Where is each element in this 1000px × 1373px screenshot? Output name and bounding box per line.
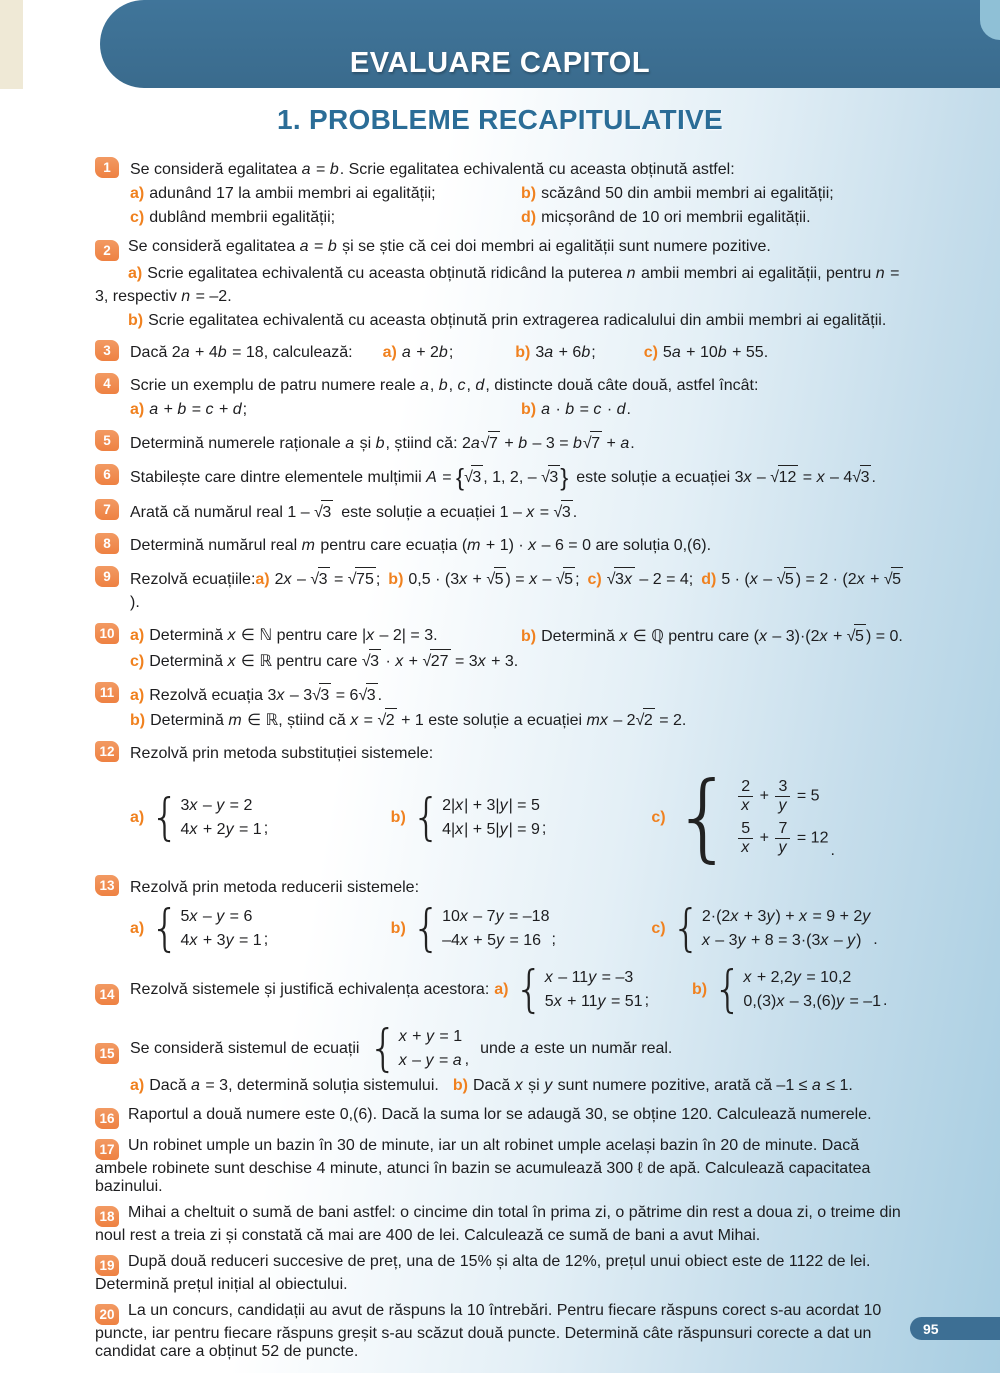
equation: x + 2,2y = 10,2 <box>743 969 852 987</box>
problem-line <box>95 309 912 332</box>
equation: $\frac{5}{x}$ + $\frac{7}{y}$ = 12 <box>736 820 828 856</box>
option-label: b) <box>521 185 537 202</box>
problem-line <box>130 374 912 397</box>
labeled-system <box>130 898 391 958</box>
option-label: a) <box>130 687 145 705</box>
problem-16 <box>95 1106 912 1129</box>
equation-system <box>713 959 888 1019</box>
system-brace: { <box>150 898 180 958</box>
equation: x – y = a <box>398 1052 462 1070</box>
system-equations <box>702 906 871 951</box>
option-row <box>130 182 912 205</box>
problem-line <box>95 262 912 308</box>
problem-content <box>130 430 912 456</box>
problem-text: Rezolvă prin metoda reducerii sistemele: <box>130 879 420 897</box>
system-punctuation: ; <box>263 931 269 949</box>
system-brace: { <box>713 959 743 1019</box>
option-label: a) <box>130 808 145 826</box>
option-row <box>130 206 912 229</box>
problem-content <box>130 533 912 558</box>
problem-text: Rezolvă sistemele și justifică echivalența acestora: <box>130 981 490 999</box>
problem-5 <box>95 430 912 456</box>
option-label: a) <box>130 627 145 645</box>
problem-text: dublând membrii egalității; <box>149 209 336 226</box>
problem-9 <box>95 566 912 615</box>
problem-text: a + b = c + d; <box>149 401 248 418</box>
problem-text: √3x – 2 = 4; <box>607 571 693 588</box>
equation: 3x – y = 2 <box>180 796 253 814</box>
option-label: b) <box>515 344 531 361</box>
problem-text: Stabilește care dintre elementele mulțimii A = {√3 , 1, 2, – √3} <box>130 464 569 492</box>
problem-17 <box>95 1137 912 1196</box>
problem-line <box>130 959 912 1019</box>
equation: 4x + 2y = 1 <box>180 820 262 838</box>
problem-line <box>130 1018 912 1078</box>
problem-10 <box>95 623 912 674</box>
option-label: b) <box>390 808 406 826</box>
system-punctuation: ; <box>644 992 650 1010</box>
option-label: a) <box>494 981 509 999</box>
problem-text: Dacă 2a + 4b = 18, calculează: <box>130 344 353 361</box>
problem-line <box>130 431 912 455</box>
equation: x – 3y + 8 = 3·(3x – y) <box>701 932 862 950</box>
problem-6 <box>95 464 912 491</box>
system-equations <box>442 795 540 840</box>
page-number-tab <box>910 1317 1000 1340</box>
problem-text: Determină numărul real m pentru care ecuația (m + 1) · x – 6 = 0 are soluția 0,(6). <box>130 537 712 555</box>
equation: 5x + 11y = 51 <box>544 993 643 1011</box>
problem-11 <box>95 682 912 733</box>
option <box>130 624 521 648</box>
problem-number-badge: 5 <box>95 430 119 451</box>
option-label: a) <box>382 344 397 361</box>
equation: 10x – 7y = –18 <box>442 908 550 926</box>
option-row <box>130 624 912 648</box>
problem-text: 2x – √3 = √75 ; <box>275 571 381 588</box>
problems-list <box>95 157 912 1369</box>
system-equations <box>181 906 262 951</box>
problem-line <box>130 1074 912 1097</box>
option-label: b) <box>130 712 146 730</box>
system-brace: { <box>368 1018 398 1078</box>
problem-line <box>130 341 912 364</box>
page-number: 95 <box>923 1320 939 1337</box>
option-label: a) <box>130 185 145 202</box>
option-label: d) <box>521 209 537 226</box>
problem-content <box>130 157 912 230</box>
problem-text: 3a + 6b; <box>535 344 596 361</box>
problem-text: scăzând 50 din ambii membri ai egalității; <box>541 185 834 202</box>
option-label: b) <box>128 312 144 329</box>
problem-text: Arată că numărul real 1 – √3 <box>130 504 333 521</box>
problem-line <box>130 534 912 557</box>
problem-number-badge: 9 <box>95 566 119 587</box>
option-label: c) <box>130 653 145 671</box>
option-label: c) <box>130 209 145 226</box>
equation-system <box>671 761 835 873</box>
problem-number-badge: 20 <box>95 1304 119 1325</box>
systems-row <box>130 898 912 958</box>
equation-system <box>671 898 878 958</box>
equation-system <box>411 898 556 958</box>
problem-8 <box>95 533 912 558</box>
problem-number-badge: 11 <box>95 682 119 703</box>
problem-2 <box>95 238 912 332</box>
system-brace: { <box>150 787 180 846</box>
option-label: c) <box>651 808 666 826</box>
equation-system <box>514 959 650 1019</box>
problem-text: este soluție a ecuației 1 – x = √3 . <box>341 504 577 521</box>
system-brace: { <box>671 898 701 958</box>
equation: 4x + 3y = 1 <box>180 932 262 950</box>
equation: 2·(2x + 3y) + x = 9 + 2y <box>701 908 871 926</box>
option-label: b) <box>692 981 708 999</box>
system-punctuation: ; <box>541 819 547 837</box>
problem-text: micșorând de 10 ori membrii egalității. <box>541 209 811 226</box>
system-punctuation: ; <box>263 819 269 837</box>
problem-number-badge: 18 <box>95 1206 119 1227</box>
option-label: a) <box>130 1077 145 1095</box>
problem-line <box>130 567 912 614</box>
system-punctuation: . <box>873 931 878 949</box>
problem-number-badge: 16 <box>95 1108 119 1129</box>
equation-system <box>368 1018 470 1078</box>
problem-content <box>130 875 912 956</box>
labeled-system <box>130 787 391 846</box>
problem-number-badge: 10 <box>95 623 119 644</box>
problem-text: Dacă x și y sunt numere pozitive, arată că –1 ≤ a ≤ 1. <box>472 1077 853 1095</box>
equation: 0,(3)x – 3,(6)y = –1 <box>743 993 882 1011</box>
equation: $\frac{2}{x}$ + $\frac{3}{y}$ = 5 <box>736 778 828 814</box>
problem-number-badge: 3 <box>95 340 119 361</box>
problem-number-badge: 2 <box>95 240 119 261</box>
problem-text: Scrie egalitatea echivalentă cu aceasta obținută prin extragerea radicalului din ambii membri ai egalității. <box>148 312 887 329</box>
problem-text: Rezolvă ecuația 3x – 3√3 = 6√3 . <box>149 687 382 704</box>
problem-content <box>130 499 912 525</box>
problem-text: Un robinet umple un bazin în 30 de minute, iar un alt robinet umple același bazin în 20 de minute. Dacă ambele robinete sunt deschise 4 minute, atunci în bazin se acumulează 300 ℓ de apă. Calculează capacitatea bazinului. <box>95 1137 871 1196</box>
option <box>521 398 912 421</box>
system-equations <box>399 1026 463 1071</box>
system-punctuation: . <box>830 842 835 860</box>
section-title: 1. PROBLEME RECAPITULATIVE <box>277 104 723 135</box>
labeled-system <box>651 761 912 873</box>
system-brace: { <box>671 761 736 873</box>
option-label: c) <box>643 344 658 361</box>
problem-line <box>130 158 912 181</box>
problem-text: Determină x ∈ ℝ pentru care √3 · x + √27 = 3x + 3. <box>149 653 518 670</box>
problem-18 <box>95 1204 912 1245</box>
equation: 4|x| + 5|y| = 9 <box>442 820 540 838</box>
system-equations <box>743 967 881 1012</box>
problem-text: a + 2b; <box>401 344 454 361</box>
problem-14 <box>95 959 912 1019</box>
labeled-system <box>651 898 912 958</box>
problem-content <box>130 566 912 615</box>
problem-content <box>130 340 912 365</box>
problem-4 <box>95 373 912 422</box>
option-label: a) <box>130 920 145 938</box>
labeled-system <box>390 898 652 958</box>
labeled-system <box>390 787 652 846</box>
problem-text: La un concurs, candidații au avut de răspuns la 10 întrebări. Pentru fiecare răspuns corect s-au acordat 10 puncte, iar pentru fiecare răspuns greșit s-au scăzut două puncte. Determină câte răspunsuri corecte a dat un candidat care a obținut 52 de puncte. <box>95 1302 882 1361</box>
problem-text: adunând 17 la ambii membri ai egalității; <box>149 185 436 202</box>
option <box>521 624 912 648</box>
problem-line <box>130 708 912 732</box>
option <box>521 182 912 205</box>
system-equations <box>736 778 828 856</box>
equation: 2|x| + 3|y| = 5 <box>442 796 540 814</box>
problem-number-badge: 19 <box>95 1255 119 1276</box>
problem-text: unde a este un număr real. <box>480 1040 673 1058</box>
problem-text: După două reduceri succesive de preț, una de 15% și alta de 12%, prețul unui obiect este de 1122 de lei. Determină prețul inițial al obiectului. <box>95 1253 871 1294</box>
problem-text: Determină x ∈ ℕ pentru care |x – 2| = 3. <box>149 627 438 645</box>
problem-line <box>130 742 912 765</box>
problem-number-badge: 17 <box>95 1139 119 1160</box>
problem-20 <box>95 1302 912 1361</box>
problem-number-badge: 8 <box>95 533 119 554</box>
problem-line <box>130 649 912 673</box>
problem-text: 5 · (x – √5 ) = 2 · (2x + √5). <box>130 571 903 611</box>
problem-7 <box>95 499 912 525</box>
problem-line <box>130 683 912 707</box>
option-label: c) <box>587 571 602 589</box>
problem-content <box>130 1018 912 1098</box>
left-accent-stripe <box>0 0 23 89</box>
problem-text: Se consideră sistemul de ecuații <box>130 1040 360 1058</box>
option-label: a) <box>128 265 143 282</box>
problem-text: Dacă a = 3, determină soluția sistemului. <box>149 1077 439 1095</box>
problem-number-badge: 15 <box>95 1043 119 1064</box>
equation: –4x + 5y = 16 <box>442 932 542 950</box>
equation: 5x – y = 6 <box>180 908 253 926</box>
option <box>130 206 521 229</box>
problem-text: Determină x ∈ ℚ pentru care (x – 3)·(2x + √5 ) = 0. <box>541 628 903 645</box>
problem-text: Raportul a două numere este 0,(6). Dacă la suma lor se adaugă 30, se obține 120. Calculează numerele. <box>128 1106 872 1124</box>
problem-text: Se consideră egalitatea a = b. Scrie egalitatea echivalentă cu aceasta obținută astfel: <box>130 161 735 178</box>
equation-system <box>411 787 547 846</box>
problem-text: Mihai a cheltuit o sumă de bani astfel: o cincime din total în prima zi, o pătrime din rest a doua zi, o treime din noul rest a treia zi și constată că mai are 400 de lei. Calculează ce sumă de bani a avut Mihai. <box>95 1204 901 1245</box>
problem-text: a · b = c · d. <box>541 401 631 418</box>
system-equations <box>181 795 262 840</box>
system-brace: { <box>514 959 544 1019</box>
problem-line <box>130 876 912 899</box>
problem-text: Determină m ∈ ℝ, știind că x = √2 + 1 este soluție a ecuației mx – 2√2 = 2. <box>150 712 686 729</box>
problem-content <box>130 373 912 422</box>
problem-text: 0,5 · (3x + √5 ) = x – √5 ; <box>408 571 579 588</box>
problem-text: Se consideră egalitatea a = b și se știe că cei doi membri ai egalității sunt numere pozitive. <box>128 238 771 255</box>
problem-number-badge: 14 <box>95 984 119 1005</box>
problem-text: 5a + 10b + 55. <box>662 344 769 361</box>
problem-number-badge: 4 <box>95 373 119 394</box>
problem-text: este soluție a ecuației 3x – √12 = x – 4√3 . <box>576 469 876 486</box>
equation-system <box>150 898 269 958</box>
system-brace: { <box>411 787 442 846</box>
problem-text: Scrie egalitatea echivalentă cu aceasta obținută ridicând la puterea n ambii membri ai egalității, pentru n = 3, respectiv n = –2. <box>95 265 900 305</box>
option-label: c) <box>651 920 666 938</box>
problem-line <box>130 500 912 524</box>
option <box>130 398 521 421</box>
problem-text: Determină numerele raționale a și b, știind că: 2a√7 + b – 3 = b√7 + a. <box>130 435 635 452</box>
problem-line <box>130 465 912 490</box>
option-label: b) <box>388 571 404 589</box>
option-label: b) <box>390 920 406 938</box>
system-punctuation: , <box>464 1051 470 1069</box>
system-equations <box>545 967 643 1012</box>
problem-number-badge: 13 <box>95 875 119 896</box>
problem-15 <box>95 1018 912 1098</box>
problem-text: Rezolvă ecuațiile: <box>130 571 256 589</box>
problem-content <box>130 741 912 873</box>
chapter-banner-title: EVALUARE CAPITOL <box>349 46 651 79</box>
systems-row <box>130 761 912 873</box>
chapter-banner <box>100 0 1000 88</box>
problem-19 <box>95 1253 912 1294</box>
system-punctuation: ; <box>551 931 556 949</box>
problem-1 <box>95 157 912 230</box>
system-punctuation: . <box>883 992 888 1010</box>
system-brace: { <box>411 898 442 958</box>
equation-system <box>150 787 269 846</box>
problem-content <box>130 464 912 491</box>
option-label: a) <box>255 571 270 589</box>
option <box>130 182 521 205</box>
equation: x + y = 1 <box>398 1028 463 1046</box>
problem-number-badge: 1 <box>95 157 119 178</box>
problem-number-badge: 7 <box>95 499 119 520</box>
option-label: b) <box>521 628 537 646</box>
problem-content <box>130 959 912 1019</box>
problem-text: Scrie un exemplu de patru numere reale a, b, c, d, distincte două câte două, astfel încât: <box>130 377 759 394</box>
problem-text: Rezolvă prin metoda substituției sistemele: <box>130 745 434 763</box>
option-label: b) <box>521 401 537 418</box>
option <box>521 206 912 229</box>
problem-content <box>130 623 912 674</box>
problem-12 <box>95 741 912 873</box>
equation: x – 11y = –3 <box>544 969 634 987</box>
problem-number-badge: 12 <box>95 741 119 762</box>
problem-13 <box>95 875 912 956</box>
problem-number-badge: 6 <box>95 464 119 485</box>
option-row <box>130 398 912 421</box>
problem-3 <box>95 340 912 365</box>
option-label: d) <box>701 571 717 589</box>
system-equations <box>442 906 549 951</box>
option-label: a) <box>130 401 145 418</box>
option-label: b) <box>452 1077 468 1095</box>
problem-content <box>130 682 912 733</box>
